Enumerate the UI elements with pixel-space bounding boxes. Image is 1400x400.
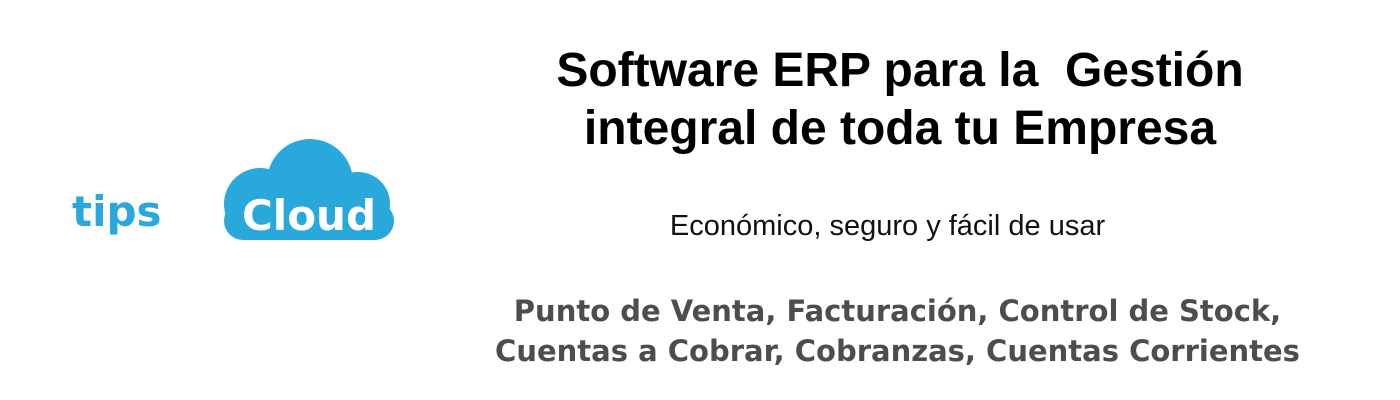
tipscloud-logo: [60, 130, 410, 255]
features-list: [440, 291, 1355, 371]
features-line-1: Punto de Venta, Facturación, Control de Stock,: [513, 294, 1282, 328]
logo-text-tips: tips: [72, 187, 162, 236]
headline-line-1: Software ERP para la Gestión: [556, 44, 1244, 97]
headline: [440, 42, 1360, 158]
subtitle: Económico, seguro y fácil de usar: [669, 210, 1106, 242]
headline-line-2: integral de toda tu Empresa: [583, 102, 1217, 155]
features-line-2: Cuentas a Cobrar, Cobranzas, Cuentas Corrientes: [495, 334, 1300, 368]
logo-text-cloud: Cloud: [241, 191, 377, 240]
